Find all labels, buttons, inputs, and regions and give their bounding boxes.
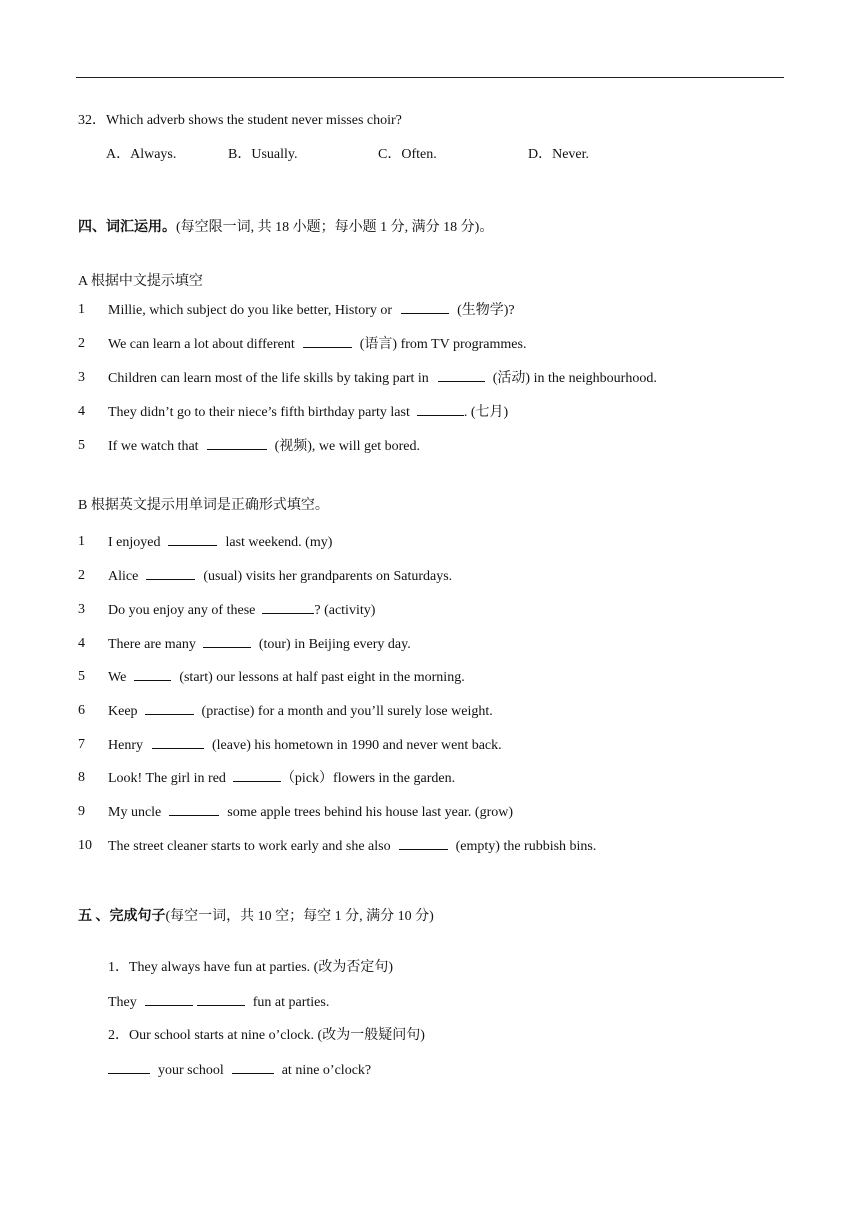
answer-blank[interactable] (108, 1061, 150, 1074)
partB-title: B 根据英文提示用单词是正确形式填空。 (78, 498, 329, 513)
partB-item-9: My uncle some apple trees behind his house last year. (grow) (108, 805, 514, 820)
answer-blank[interactable] (145, 702, 194, 715)
answer-blank[interactable] (169, 803, 219, 816)
partB-item-4: There are many (tour) in Beijing every day. (108, 637, 411, 652)
section5-heading (78, 908, 434, 926)
partB-item-3: Do you enjoy any of these ? (activity) (108, 603, 376, 618)
partB-item-10: The street cleaner starts to work early and she also (empty) the rubbish bins. (108, 839, 597, 854)
partB-item-number: 8 (78, 770, 85, 785)
section5-answer-1: They fun at parties. (108, 995, 330, 1010)
partB-item-number: 5 (78, 669, 85, 684)
partA-item-5: If we watch that (视频), we will get bored. (108, 439, 420, 454)
answer-blank[interactable] (168, 533, 217, 546)
partA-item-number: 5 (78, 438, 85, 453)
partA-item-number: 1 (78, 302, 85, 317)
partB-item-number: 6 (78, 703, 85, 718)
partA-item-4: They didn’t go to their niece’s fifth birthday party last . (七月) (108, 405, 509, 420)
partB-item-1: I enjoyed last weekend. (my) (108, 535, 333, 550)
partB-item-5: We (start) our lessons at half past eight in the morning. (108, 670, 465, 685)
section4-instruction: (每空限一词, 共 18 小题；每小题 1 分, 满分 18 分)。 (176, 220, 494, 235)
partB-item-7: Henry (leave) his hometown in 1990 and never went back. (108, 738, 502, 753)
section4-title: 四、词汇运用。 (78, 220, 176, 235)
partA-item-3: Children can learn most of the life skills by taking part in (活动) in the neighbourhood. (108, 371, 657, 386)
answer-blank[interactable] (262, 601, 314, 614)
answer-blank[interactable] (203, 635, 251, 648)
partB-item-number: 1 (78, 534, 85, 549)
answer-blank[interactable] (207, 437, 267, 450)
answer-blank[interactable] (197, 993, 245, 1006)
partB-item-2: Alice (usual) visits her grandparents on Saturdays. (108, 569, 453, 584)
answer-blank[interactable] (134, 668, 171, 681)
answer-blank[interactable] (303, 335, 352, 348)
section5-question-1: 1．They always have fun at parties. (改为否定句) (108, 960, 393, 975)
option-a: A．Always. (106, 147, 177, 162)
answer-blank[interactable] (145, 993, 193, 1006)
answer-blank[interactable] (399, 837, 448, 850)
answer-blank[interactable] (152, 736, 204, 749)
option-d: D．Never. (528, 147, 590, 162)
section4-heading (78, 219, 493, 237)
section5-instruction: (每空一词，共 10 空；每空 1 分, 满分 10 分) (165, 909, 434, 924)
answer-blank[interactable] (146, 567, 195, 580)
section5-answer-2: your school at nine o’clock? (108, 1061, 371, 1080)
partA-item-number: 3 (78, 370, 85, 385)
partA-item-2: We can learn a lot about different (语言) from TV programmes. (108, 337, 527, 352)
partB-item-number: 4 (78, 636, 85, 651)
answer-blank[interactable] (417, 403, 464, 416)
header-rule (76, 77, 784, 78)
partB-item-number: 3 (78, 602, 85, 617)
partB-item-number: 9 (78, 804, 85, 819)
answer-blank[interactable] (232, 1061, 274, 1074)
partB-item-number: 2 (78, 568, 85, 583)
section5-title: 五 、完成句子 (78, 909, 166, 924)
partB-item-number: 7 (78, 737, 85, 752)
option-b: B．Usually. (228, 147, 298, 162)
answer-blank[interactable] (401, 301, 449, 314)
partB-item-8: Look! The girl in red （pick）flowers in the garden. (108, 771, 456, 786)
answer-blank[interactable] (233, 769, 281, 782)
partB-item-6: Keep (practise) for a month and you’ll surely lose weight. (108, 704, 493, 719)
question-32: 32．Which adverb shows the student never misses choir? (78, 113, 402, 128)
partA-title: A 根据中文提示填空 (78, 274, 203, 289)
option-c: C．Often. (378, 147, 437, 162)
partB-item-number: 10 (78, 838, 92, 853)
partA-item-number: 4 (78, 404, 85, 419)
answer-blank[interactable] (438, 369, 485, 382)
partA-item-number: 2 (78, 336, 85, 351)
section5-question-2: 2．Our school starts at nine o’clock. (改为一般疑问句) (108, 1028, 425, 1043)
partA-item-1: Millie, which subject do you like better, History or (生物学)? (108, 303, 515, 318)
